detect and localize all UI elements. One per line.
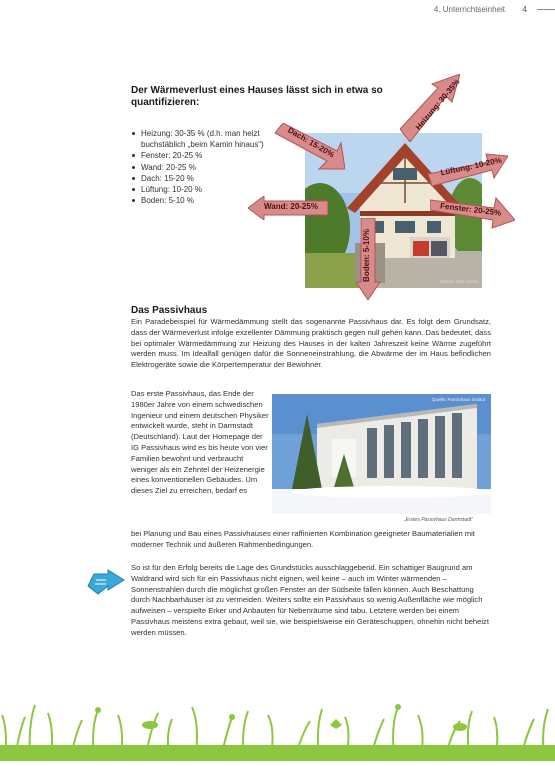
list-item: Boden: 5-10 % (132, 195, 292, 206)
arrow-floor (356, 218, 380, 300)
paragraph-construction: bei Planung und Bau eines Passivhauses einer raffinierten Kombination geeigneter Baumaterialien mit moderner Technik und äußeren Rahmenbedingungen. (131, 529, 475, 549)
passivhaus-photo (272, 394, 491, 514)
arrow-wall (248, 196, 328, 220)
page-number: 4 (522, 4, 527, 14)
header-rule (537, 9, 555, 10)
arrow-label-window: Fenster: 20-25% (439, 201, 502, 218)
list-item: Dach: 15-20 % (132, 173, 292, 184)
passivhaus-heading: Das Passivhaus (131, 305, 208, 316)
arrow-label-floor: Boden: 5-10% (361, 229, 371, 282)
grass-illustration (0, 695, 555, 761)
paragraph-first-passivhaus: Das erste Passivhaus, das Ende der 1980er Jahre von einem schwedischen Ingenieur und einem deutschen Physiker entwickelt wurde, steht in Darmstadt (Deutschland). Laut der Homepage der IG Passivhaus wird es bis heute von vier Familien bewohnt und verbraucht weniger als ein Zehntel der Heizenergie eines konventionellen Gebäudes. Um dieses Ziel zu erreichen, bedarf es (131, 389, 269, 496)
heat-loss-heading: Der Wärmeverlust eines Hauses lässt sich in etwa so quantifizieren: (131, 85, 383, 108)
arrow-roof (275, 123, 345, 173)
passivhaus-illustration (272, 394, 491, 514)
list-item: Fenster: 20-25 % (132, 150, 292, 161)
photo-credit: Quelle: LBZ-Archiv (440, 279, 478, 284)
grass-decoration (0, 695, 555, 761)
arrow-window (430, 196, 515, 230)
list-item: Lüftung: 10-20 % (132, 184, 292, 195)
arrow-ventilation (428, 150, 508, 188)
paragraph-intro: Ein Paradebeispiel für Wärmedämmung stellt das sogenannte Passivhaus dar. Es folgt dem Grundsatz, dass der Wärmeverlust infolge exzellenter Dämmung praktisch gegen null gehen kann. Das bedeutet, dass bei optimaler Wärmedämmung zur Heizung des Hauses in der kalten Jahreszeit keine Wärme zugeführt werden muss. Im Idealfall genügen dafür die Sonneneinstrahlung, die Abwärme der im Haus befindlichen Elektrogeräte sowie die Körpertemperatur der Bewohner. (131, 317, 491, 370)
arrow-label-wall: Wand: 20-25% (264, 202, 318, 211)
arrow-label-roof: Dach: 15-20% (286, 125, 336, 160)
arrow-label-ventilation: Lüftung: 10-20% (439, 155, 503, 178)
arrow-shape-roof (275, 123, 345, 173)
photo-credit: Quelle: Passivhaus Institut (431, 397, 485, 402)
list-item: Heizung: 30-35 % (d.h. man heizt buchstäblich „beim Kamin hinaus“) (132, 128, 292, 150)
heat-loss-list (132, 128, 292, 206)
paragraph-location: So ist für den Erfolg bereits die Lage des Grundstücks ausschlaggebend. Ein schattiger Baugrund am Waldrand wird sich für ein Passivhaus nicht eignen, weil keine – auch im Winter wärmenden – Sonnenstrahlen durch die möglichst großen Fenster an der Südseite fallen können. Auch Beschattung durch Nachbarhäuser ist zu vermeiden. Weiters sollte ein Passivhaus so wenig Außenfläche wie möglich aufweisen – verspielte Erker und Anbauten für Nebenräume sind tabu. Letztere werden bei einem Passivhaus meistens extra gebaut, weil sie, wie beispielsweise ein Geräteschuppen, ohnehin nicht beheizt werden müssen. (131, 563, 489, 637)
arrow-label-heating: Heizung: 30-35% (413, 77, 462, 132)
photo-caption: „Erstes Passivhaus Darmstadt“ (404, 517, 473, 523)
pointing-hand-svg (86, 568, 126, 598)
pointing-hand-icon (86, 568, 126, 598)
arrow-heating (400, 74, 460, 142)
list-item: Wand: 20-25 % (132, 162, 292, 173)
header-section-title: 4. Unterrichtseinheit (433, 5, 505, 14)
